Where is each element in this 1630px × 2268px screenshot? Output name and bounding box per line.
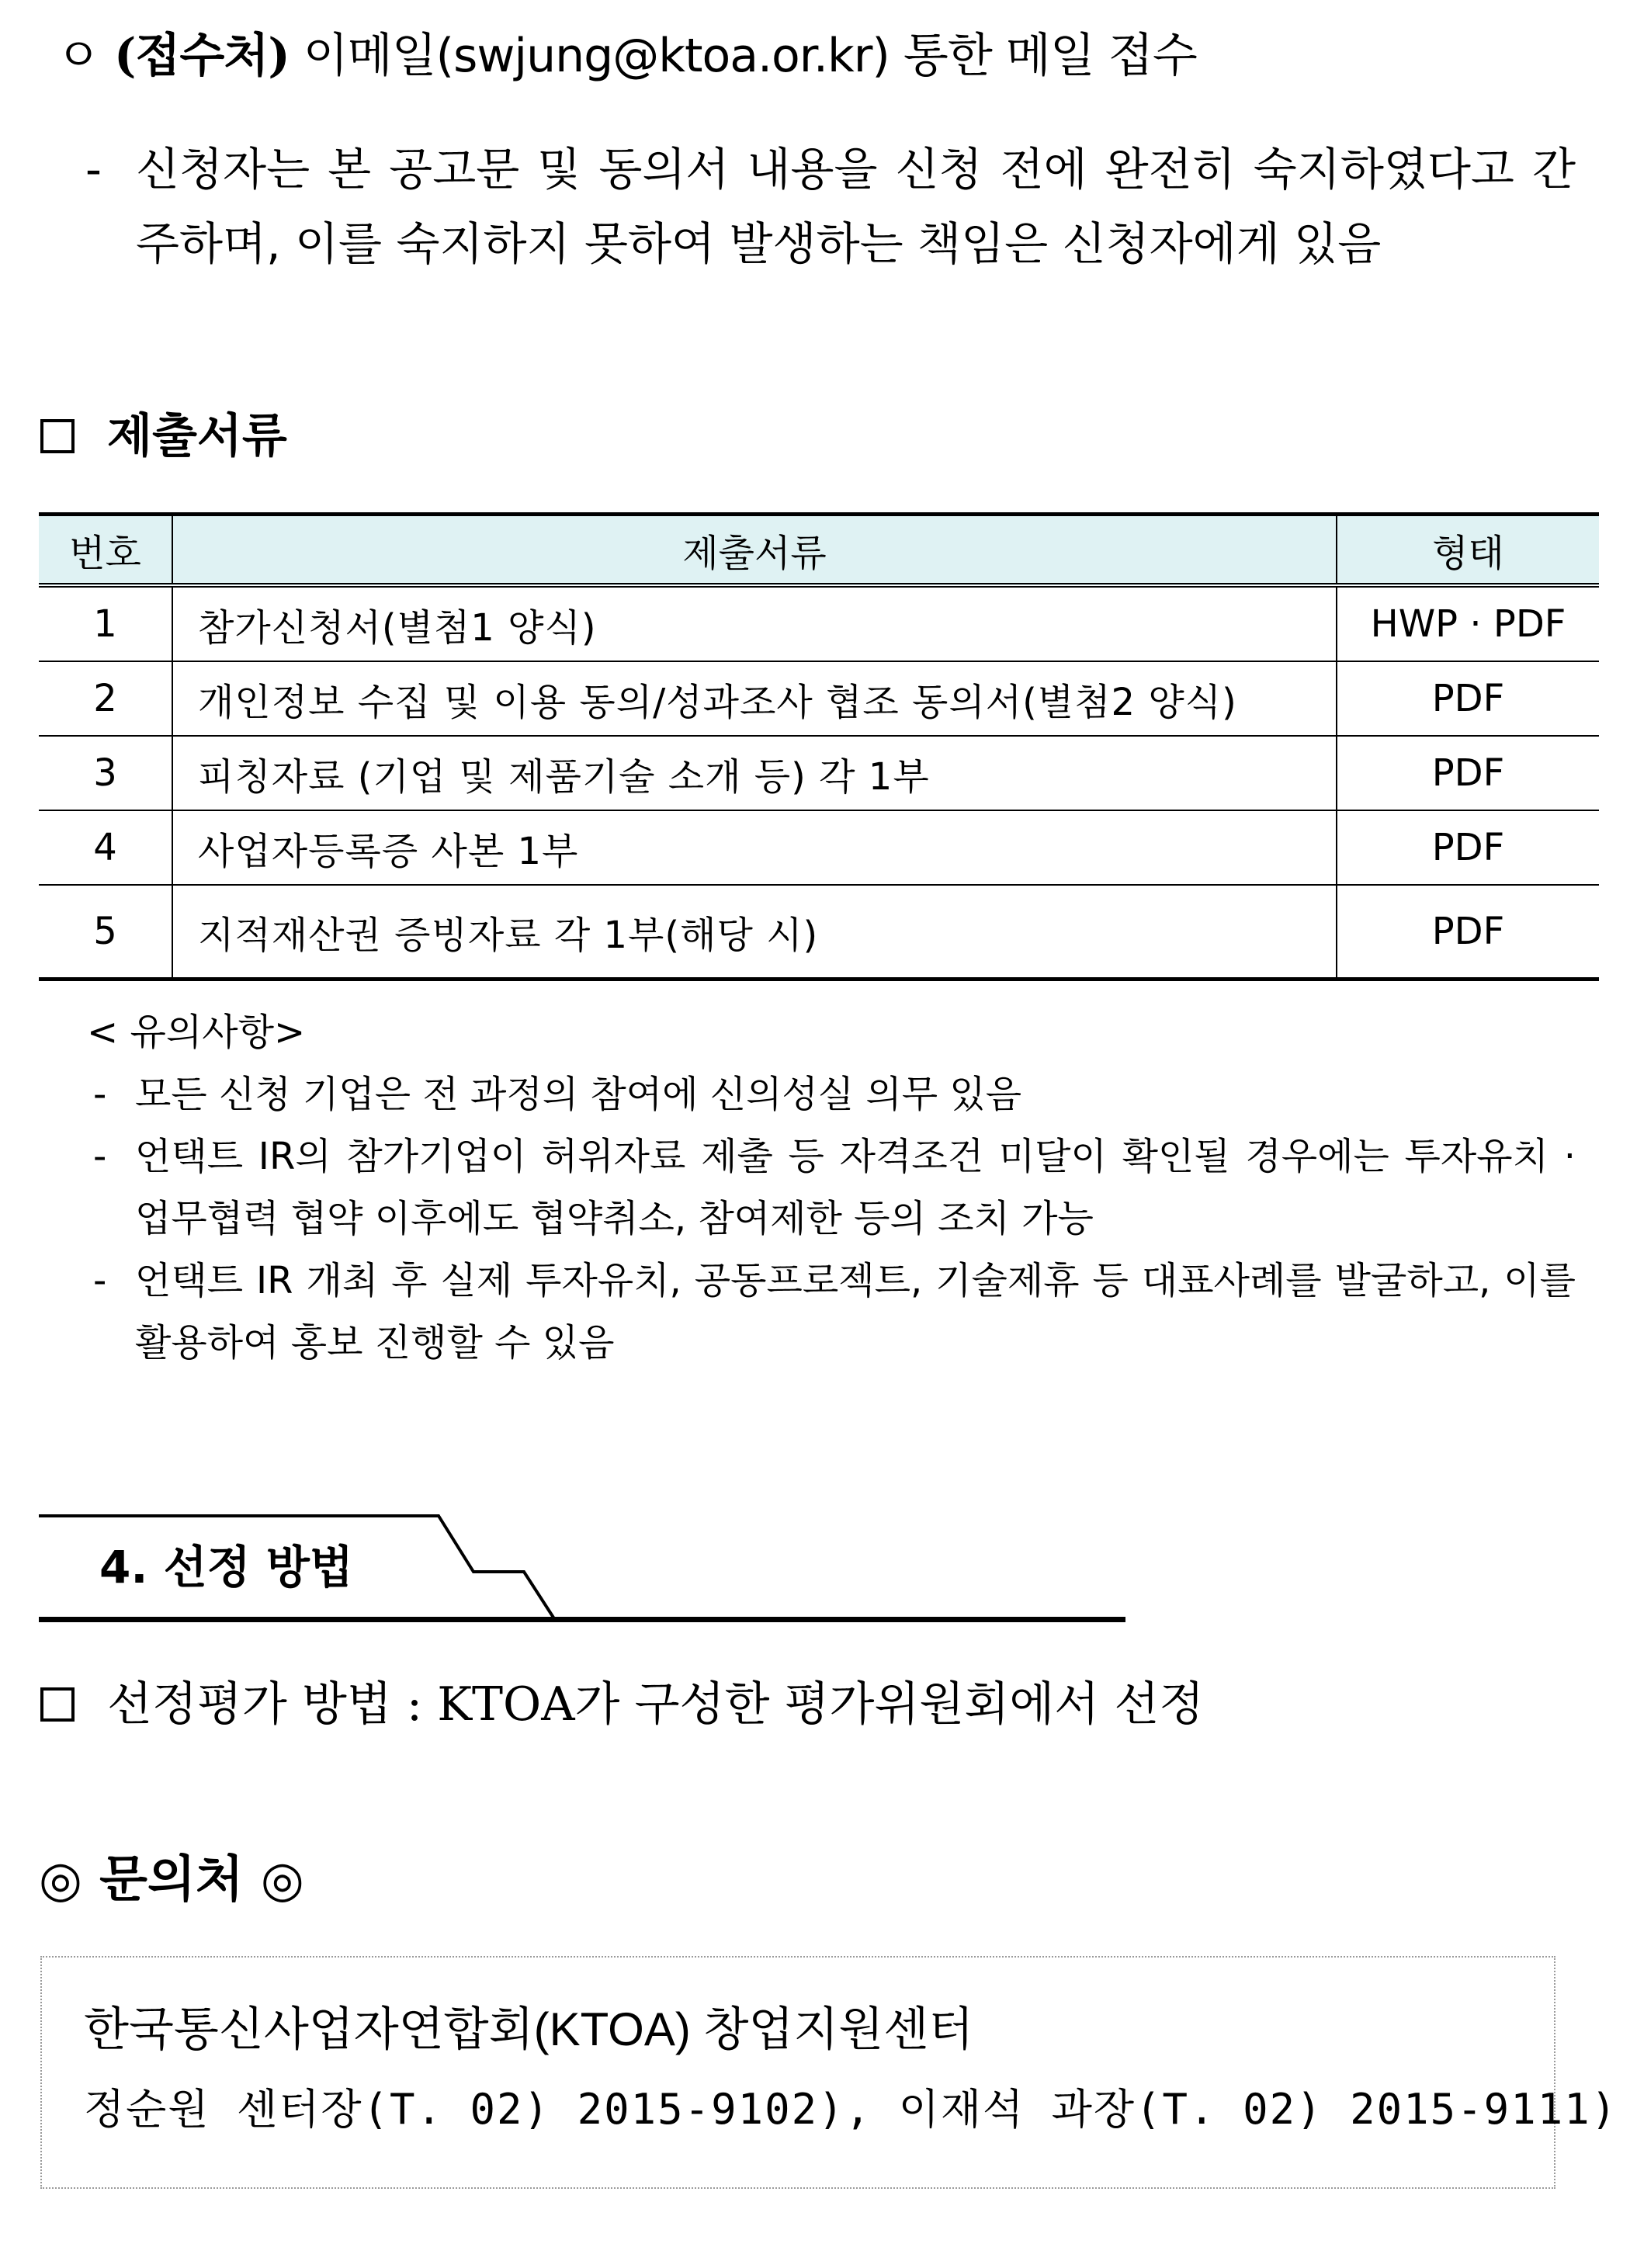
note-text: 언택트 IR 개최 후 실제 투자유치, 공동프로젝트, 기술제휴 등 대표사례를 발굴하고, 이를 활용하여 홍보 진행할 수 있음 <box>135 1259 1576 1365</box>
note-dash: - <box>93 1135 107 1178</box>
row-doc: 참가신청서(별첨1 양식) <box>172 585 1337 661</box>
reception-line <box>56 23 1197 88</box>
contact-org: 한국통신사업자연합회(KTOA) 창업지원센터 <box>84 2003 974 2055</box>
selection-method <box>40 1673 1204 1736</box>
row-no: 1 <box>39 585 172 661</box>
row-format: HWP · PDF <box>1337 585 1599 661</box>
square-bullet-icon <box>40 419 75 453</box>
header-format: 형태 <box>1337 515 1599 586</box>
table-header-row <box>39 515 1599 586</box>
header-doc: 제출서류 <box>172 515 1337 586</box>
note-text: 모든 신청 기업은 전 과정의 참여에 신의성실 의무 있음 <box>135 1073 1022 1116</box>
note-item <box>85 1063 1576 1125</box>
note-dash: - <box>93 1073 107 1116</box>
row-format: PDF <box>1337 736 1599 810</box>
reception-label: (접수처) <box>114 29 290 83</box>
documents-heading <box>40 405 287 467</box>
reception-bullet: ㅇ <box>56 29 100 83</box>
row-no: 4 <box>39 810 172 885</box>
header-no: 번호 <box>39 515 172 586</box>
section-4-header <box>39 1514 1125 1622</box>
table-row <box>39 810 1599 885</box>
row-doc: 지적재산권 증빙자료 각 1부(해당 시) <box>172 885 1337 980</box>
notes-title: < 유의사항> <box>87 1011 306 1054</box>
contact-heading: ◎ 문의처 ◎ <box>39 1851 304 1909</box>
row-doc: 개인정보 수집 및 이용 동의/성과조사 협조 동의서(별첨2 양식) <box>172 661 1337 736</box>
note-item <box>85 1250 1576 1374</box>
note-text: 언택트 IR의 참가기업이 허위자료 제출 등 자격조건 미달이 확인될 경우에는 투자유치 · 업무협력 협약 이후에도 협약취소, 참여제한 등의 조치 가능 <box>135 1135 1576 1240</box>
selection-method-text: 선정평가 방법 : KTOA가 구성한 평가위원회에서 선정 <box>107 1677 1205 1732</box>
note-item <box>85 1125 1576 1250</box>
row-no: 3 <box>39 736 172 810</box>
notice-dash: - <box>85 143 102 196</box>
table-row <box>39 585 1599 661</box>
table-row <box>39 885 1599 980</box>
section-4-title: 4. 선정 방법 <box>99 1541 353 1593</box>
note-dash: - <box>93 1259 107 1302</box>
documents-table <box>39 512 1599 981</box>
notice-paragraph <box>85 132 1576 281</box>
row-doc: 피칭자료 (기업 및 제품기술 소개 등) 각 1부 <box>172 736 1337 810</box>
notice-text: 신청자는 본 공고문 및 동의서 내용을 신청 전에 완전히 숙지하였다고 간주하며, 이를 숙지하지 못하여 발생하는 책임은 신청자에게 있음 <box>136 143 1576 270</box>
contact-people: 정순원 센터장(T. 02) 2015-9102), 이재석 과장(T. 02) 2015-9111) <box>84 2085 1618 2134</box>
row-no: 2 <box>39 661 172 736</box>
row-no: 5 <box>39 885 172 980</box>
table-row <box>39 736 1599 810</box>
row-doc: 사업자등록증 사본 1부 <box>172 810 1337 885</box>
row-format: PDF <box>1337 885 1599 980</box>
reception-text: 이메일(swjung@ktoa.or.kr) 통한 메일 접수 <box>303 29 1197 83</box>
documents-title: 제출서류 <box>107 409 287 463</box>
square-bullet-icon <box>40 1687 75 1722</box>
notes-block <box>85 1001 1576 1374</box>
table-row <box>39 661 1599 736</box>
row-format: PDF <box>1337 810 1599 885</box>
contact-box <box>40 1956 1555 2189</box>
row-format: PDF <box>1337 661 1599 736</box>
